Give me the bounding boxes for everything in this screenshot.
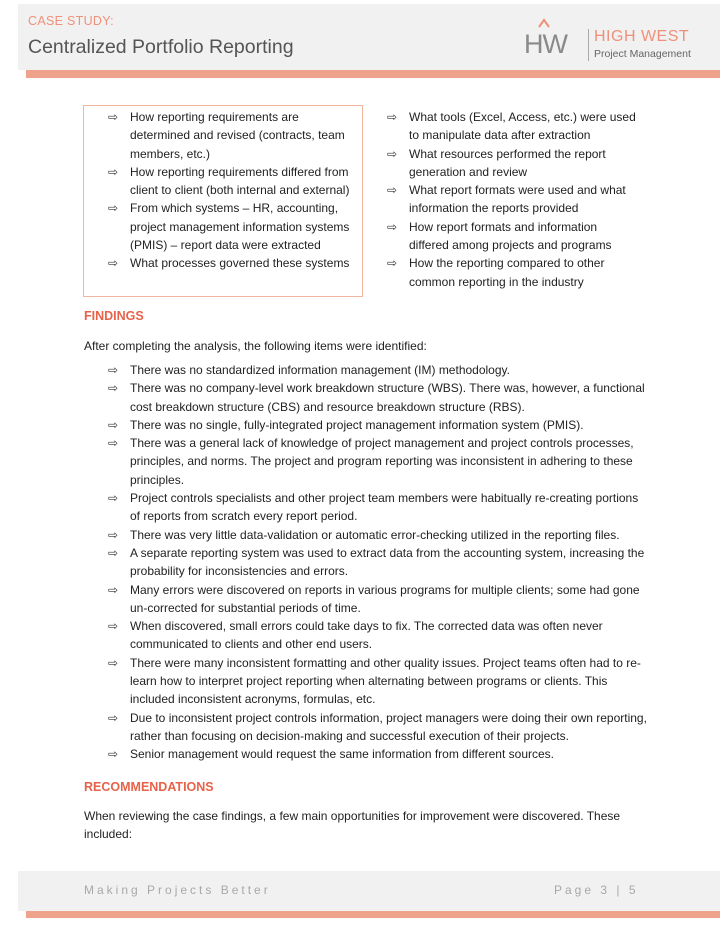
- list-item-text: How reporting requirements differed from client to client (both internal and external): [130, 164, 350, 198]
- arrow-right-outline-icon: ⇨: [108, 436, 119, 451]
- list-item-text: There was no company-level work breakdown structure (WBS). There was, however, a functional cost breakdown structure (CBS) and resource breakdown structure (RBS).: [130, 381, 645, 414]
- list-item-text: How the reporting compared to other common reporting in the industry: [409, 256, 605, 289]
- logo-divider: [588, 29, 589, 61]
- list-item: [108, 108, 358, 163]
- page-number: Page 3 | 5: [554, 883, 639, 897]
- list-item-text: There was a general lack of knowledge of project management and project controls processes, principles, and norms. The project and program reporting was inconsistent in adhering to these principles.: [130, 436, 634, 487]
- arrow-right-outline-icon: ⇨: [108, 363, 119, 377]
- arrow-right-outline-icon: ⇨: [108, 164, 119, 179]
- list-item: [108, 544, 648, 581]
- list-item: [387, 181, 639, 218]
- criteria-left-list: [108, 108, 358, 273]
- list-item-text: Project controls specialists and other project team members were habitually re-creating portions of reports from scratch every report period.: [130, 491, 639, 524]
- arrow-right-outline-icon: ⇨: [387, 256, 398, 271]
- recommendations-heading: RECOMMENDATIONS: [84, 780, 214, 794]
- arrow-right-outline-icon: ⇨: [387, 146, 398, 161]
- header-accent-bar: [26, 70, 720, 78]
- arrow-right-outline-icon: ⇨: [108, 201, 119, 216]
- list-item: [108, 617, 648, 654]
- criteria-right-list: [387, 108, 639, 291]
- list-item-text: What processes governed these systems: [130, 256, 350, 271]
- findings-heading: FINDINGS: [84, 309, 144, 323]
- list-item: [108, 526, 648, 544]
- list-item-text: How report formats and information differed among projects and programs: [409, 219, 612, 253]
- list-item-text: What report formats were used and what information the reports provided: [409, 183, 626, 216]
- footer-accent-bar: [26, 911, 720, 918]
- list-item-text: A separate reporting system was used to extract data from the accounting system, increasing the probability for inconsistencies and errors.: [130, 545, 645, 579]
- findings-intro: After completing the analysis, the following items were identified:: [84, 339, 427, 353]
- arrow-right-outline-icon: ⇨: [387, 183, 398, 198]
- list-item-text: When discovered, small errors could take days to fix. The corrected data was often never communicated to clients and other end users.: [130, 619, 603, 652]
- list-item: [108, 361, 648, 379]
- list-item: [108, 254, 358, 272]
- logo-name: HIGH WEST: [594, 28, 690, 45]
- list-item: [108, 581, 648, 618]
- findings-list: [108, 361, 648, 764]
- arrow-right-outline-icon: ⇨: [108, 381, 119, 396]
- list-item-text: Many errors were discovered on reports in various programs for multiple clients; some had gone un-corrected for substantial periods of time.: [130, 582, 640, 615]
- list-item: [108, 199, 358, 254]
- arrow-right-outline-icon: ⇨: [108, 582, 119, 597]
- list-item: [387, 254, 639, 291]
- list-item: [387, 218, 639, 255]
- arrow-right-outline-icon: ⇨: [108, 655, 119, 670]
- list-item-text: From which systems – HR, accounting, project management information systems (PMIS) – report data were extracted: [130, 201, 350, 253]
- arrow-right-outline-icon: ⇨: [108, 491, 119, 506]
- logo-tagline: Project Management: [594, 48, 691, 60]
- list-item-text: Due to inconsistent project controls information, project managers were doing their own reporting, rather than focusing on decision-making and successful execution of their projects.: [130, 710, 647, 743]
- list-item-text: There was no single, fully-integrated project management information system (PMIS).: [130, 417, 584, 432]
- list-item: [108, 745, 648, 763]
- arrow-right-outline-icon: ⇨: [108, 527, 119, 542]
- list-item: [108, 489, 648, 526]
- arrow-right-outline-icon: ⇨: [108, 417, 119, 432]
- arrow-right-outline-icon: ⇨: [108, 619, 119, 634]
- arrow-right-outline-icon: ⇨: [387, 219, 398, 234]
- list-item-text: There were many inconsistent formatting and other quality issues. Project teams often had to re-learn how to interpret project reporting when alternating between programs or clients. This included inconsistent acronyms, formulas, etc.: [130, 655, 641, 707]
- arrow-right-outline-icon: ⇨: [108, 747, 119, 762]
- logo-initials: HW: [524, 29, 567, 59]
- list-item: [387, 145, 639, 182]
- list-item-text: What tools (Excel, Access, etc.) were used to manipulate data after extraction: [409, 110, 636, 143]
- list-item-text: There was no standardized information management (IM) methodology.: [130, 363, 510, 377]
- list-item-text: How reporting requirements are determined and revised (contracts, team members, etc.): [130, 110, 345, 161]
- recommendations-intro: When reviewing the case findings, a few main opportunities for improvement were discovered. These included:: [84, 809, 621, 841]
- list-item: [108, 163, 358, 200]
- arrow-right-outline-icon: ⇨: [387, 110, 398, 124]
- arrow-right-outline-icon: ⇨: [108, 545, 119, 560]
- footer-tagline: Making Projects Better: [84, 883, 271, 897]
- page-title: Centralized Portfolio Reporting: [28, 36, 294, 58]
- arrow-right-outline-icon: ⇨: [108, 110, 119, 124]
- list-item: [108, 709, 648, 746]
- list-item-text: There was very little data-validation or automatic error-checking utilized in the reporting files.: [130, 527, 620, 542]
- list-item-text: Senior management would request the same information from different sources.: [130, 747, 554, 762]
- company-logo: [524, 17, 696, 63]
- list-item-text: What resources performed the report generation and review: [409, 146, 606, 179]
- header-subtitle: CASE STUDY:: [28, 14, 114, 28]
- list-item: [108, 416, 648, 434]
- list-item: [108, 434, 648, 489]
- list-item: [108, 654, 648, 709]
- caret-up-icon: [538, 17, 550, 29]
- arrow-right-outline-icon: ⇨: [108, 256, 119, 271]
- list-item: [387, 108, 639, 145]
- list-item: [108, 379, 648, 416]
- arrow-right-outline-icon: ⇨: [108, 710, 119, 725]
